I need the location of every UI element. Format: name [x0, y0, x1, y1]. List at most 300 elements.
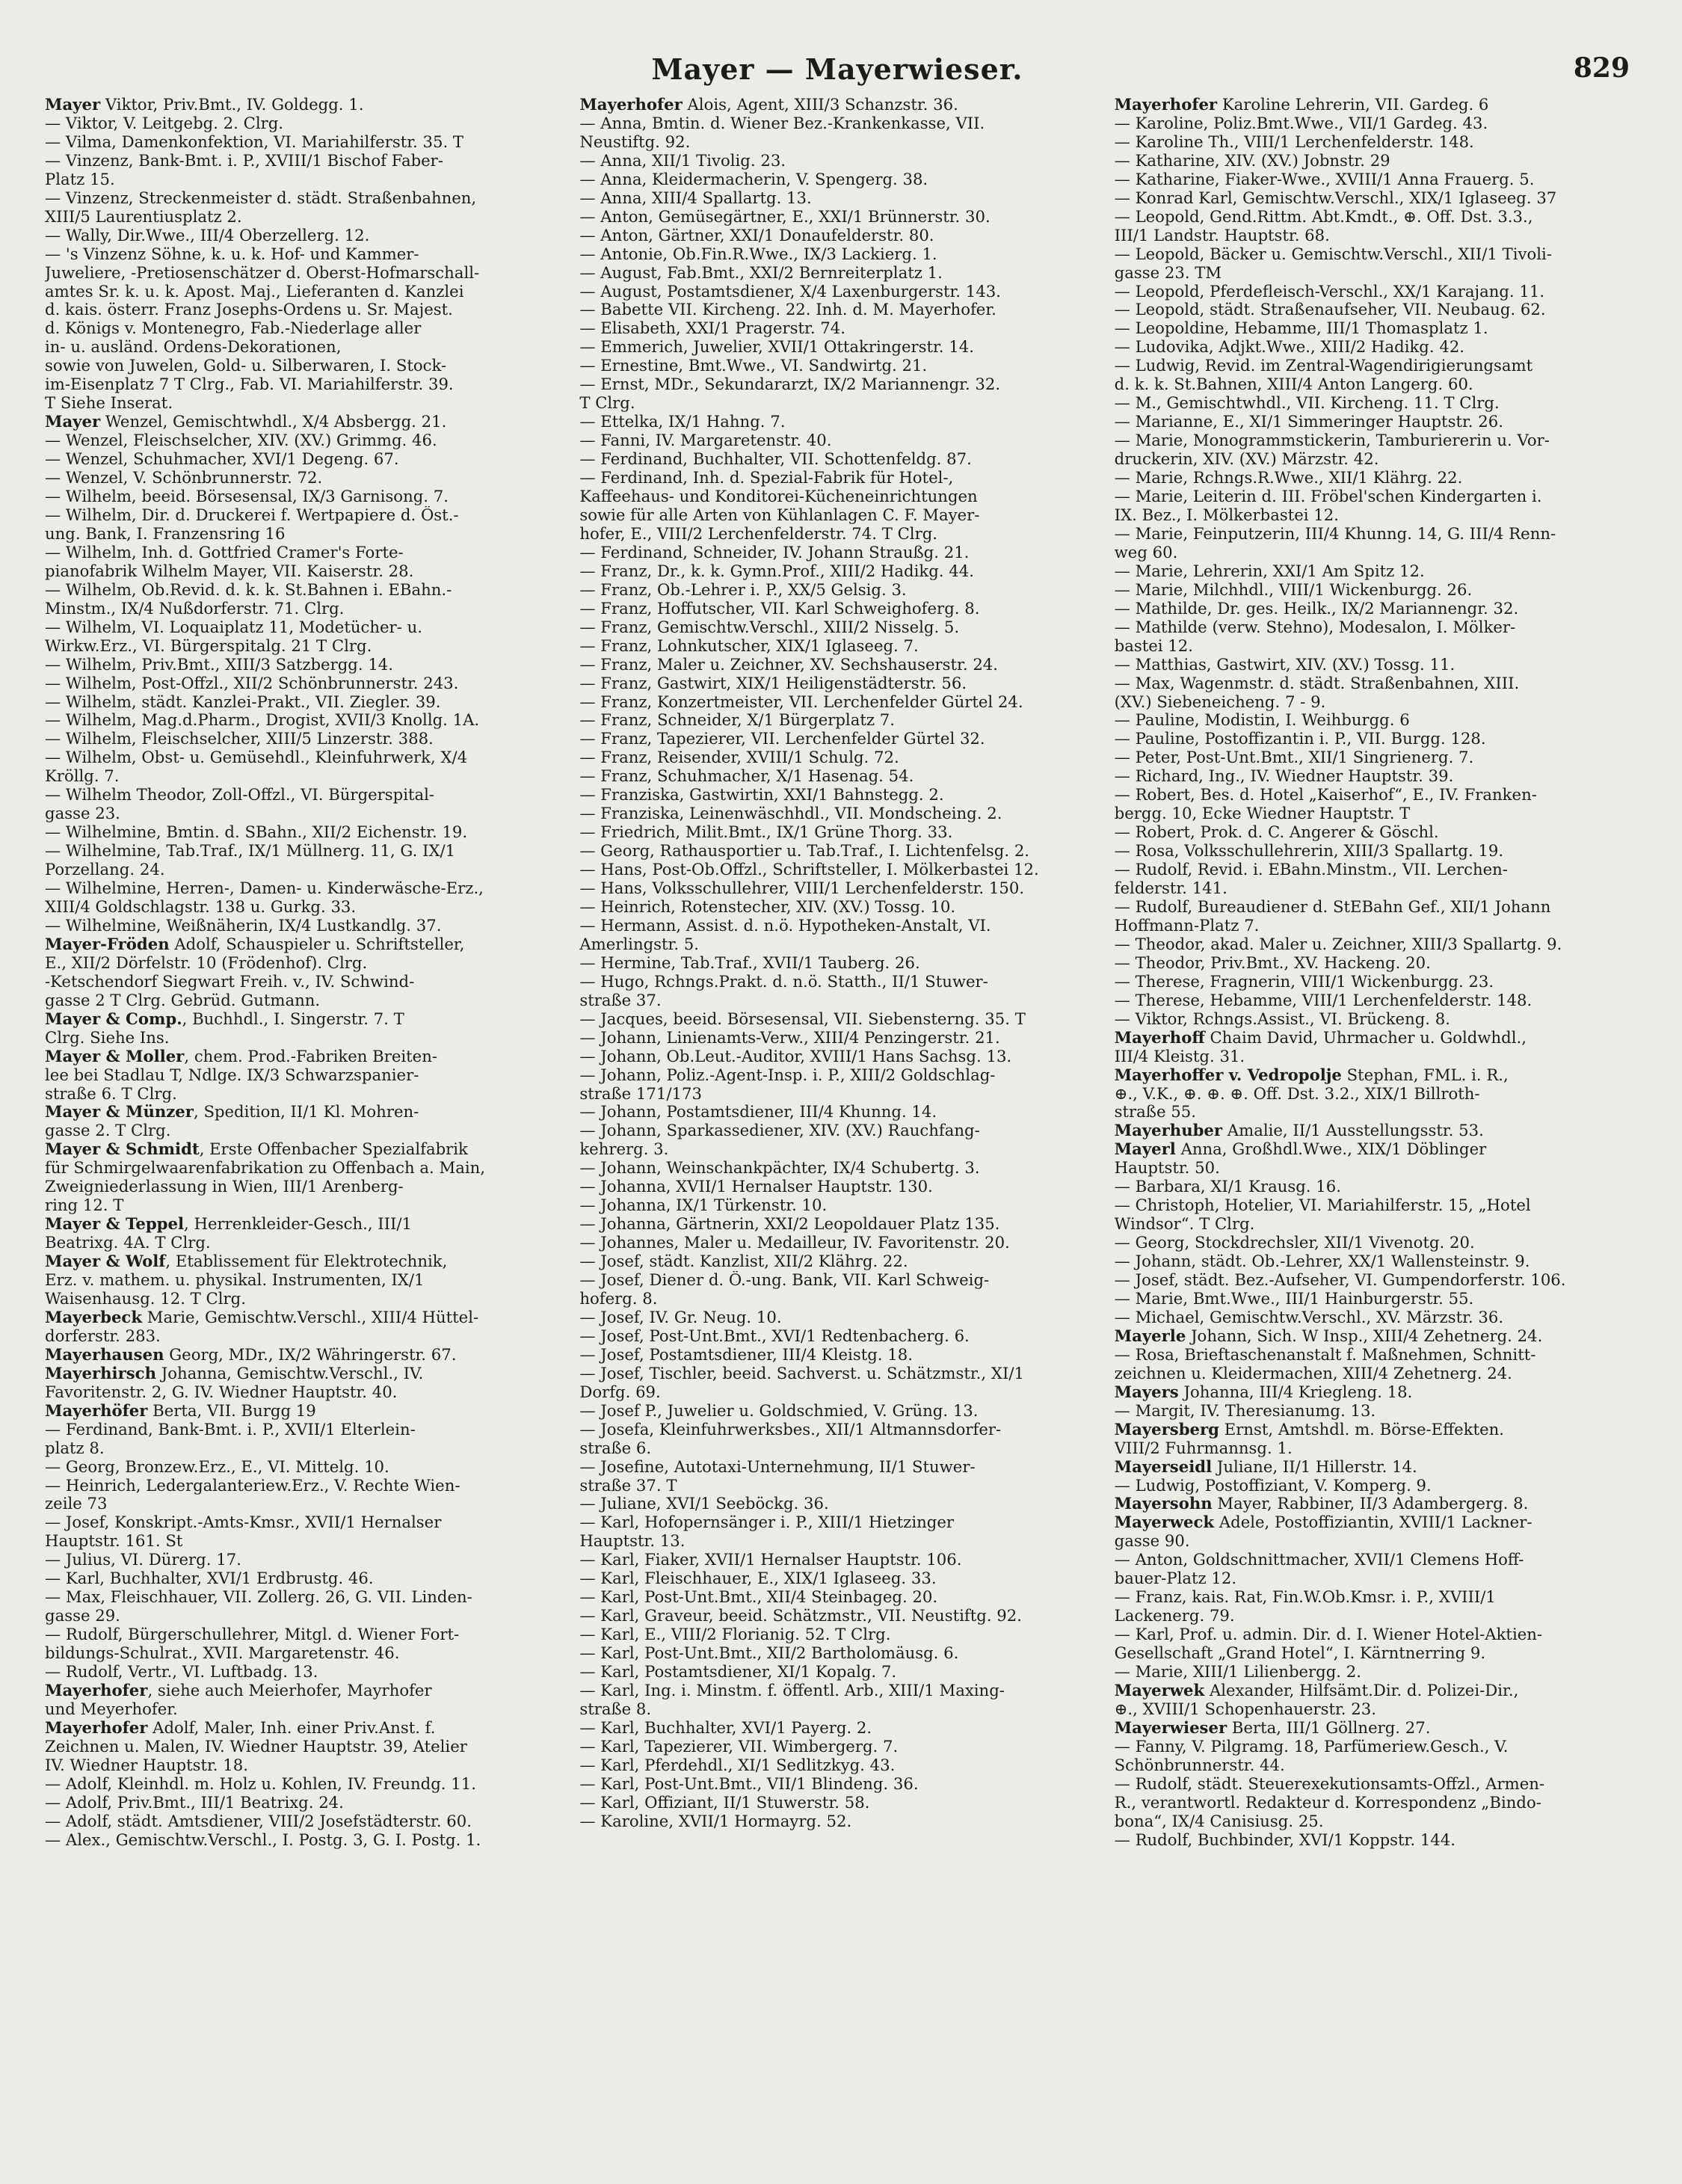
directory-entry: [579, 711, 1094, 730]
directory-entry: [45, 1532, 560, 1551]
entry-text: — Ernst, MDr., Sekundararzt, IX/2 Mariannengr. 32.: [579, 375, 1001, 394]
entry-text: — Wenzel, V. Schönbrunnerstr. 72.: [45, 469, 323, 487]
entry-text: in- u. ausländ. Ordens-Dekorationen,: [45, 338, 342, 357]
entry-text: — Elisabeth, XXI/1 Pragerstr. 74.: [579, 319, 845, 338]
entry-surname: Mayerhofer: [579, 96, 683, 114]
entry-text: — Franziska, Gastwirtin, XXI/1 Bahnstegg. 2.: [579, 786, 944, 805]
directory-entry: [1115, 1794, 1630, 1812]
directory-entry: [579, 637, 1094, 656]
directory-entry: [1115, 581, 1630, 600]
directory-entry: [1115, 898, 1630, 917]
entry-text: — Max, Fleischhauer, VII. Zollerg. 26, G. VII. Linden-: [45, 1588, 472, 1607]
entry-text: Erz. v. mathem. u. physikal. Instrumenten, IX/1: [45, 1271, 425, 1290]
entry-text: — Jacques, beeid. Börsesensal, VII. Siebensterng. 35. T: [579, 1009, 1026, 1028]
directory-entry: [1115, 1308, 1630, 1327]
entry-text: — Rudolf, Revid. i. EBahn.Minstm., VII. Lerchen-: [1114, 861, 1508, 879]
directory-entry: [45, 1346, 560, 1365]
directory-entry: [45, 525, 560, 544]
directory-entry: [1115, 1122, 1630, 1140]
directory-entry: [579, 1215, 1094, 1234]
entry-surname: Mayer & Wolf: [45, 1252, 166, 1271]
directory-entry: [1115, 245, 1630, 264]
directory-entry: [579, 693, 1094, 712]
entry-text: — Hermine, Tab.Traf., XVII/1 Tauberg. 26.: [579, 953, 920, 972]
entry-text: gasse 23. TM: [1114, 263, 1222, 282]
entry-text: Beatrixg. 4A. T Clrg.: [45, 1234, 211, 1252]
directory-entry: [579, 1271, 1094, 1290]
directory-entry: [1115, 152, 1630, 170]
entry-text: — Johanna, XVII/1 Hernalser Hauptstr. 130.: [579, 1178, 933, 1196]
entry-text: — Johann, städt. Ob.-Lehrer, XX/1 Wallensteinstr. 9.: [1114, 1252, 1530, 1271]
directory-entry: [1115, 1365, 1630, 1383]
directory-entry: [579, 1159, 1094, 1178]
directory-entry: [45, 637, 560, 656]
entry-text: Hauptstr. 50.: [1114, 1159, 1220, 1178]
entry-text: hoferg. 8.: [579, 1290, 658, 1308]
directory-entry: [45, 338, 560, 357]
directory-entry: [45, 394, 560, 413]
entry-text: — Max, Wagenmstr. d. städt. Straßenbahnen, XIII.: [1114, 674, 1520, 692]
entry-text: — Adolf, Kleinhdl. m. Holz u. Kohlen, IV. Freundg. 11.: [45, 1774, 476, 1793]
entry-text: — Franz, kais. Rat, Fin.W.Ob.Kmsr. i. P., XVIII/1: [1114, 1588, 1496, 1607]
directory-entry: [45, 1402, 560, 1421]
entry-surname: Mayersberg: [1114, 1420, 1219, 1439]
entry-text: — Babette VII. Kircheng. 22. Inh. d. M. Mayerhofer.: [579, 301, 996, 319]
entry-text: R., verantwortl. Redakteur d. Korrespondenz „Bindo-: [1114, 1793, 1541, 1812]
directory-entry: [579, 1327, 1094, 1346]
directory-entry: [45, 189, 560, 208]
directory-entry: [1115, 1569, 1630, 1588]
directory-entry: [579, 1234, 1094, 1252]
entry-text: — Franz, Schneider, X/1 Bürgerplatz 7.: [579, 711, 895, 730]
entry-surname: Mayerhofer: [45, 1682, 148, 1700]
directory-entry: [45, 431, 560, 450]
entry-text: Gesellschaft „Grand Hotel“, I. Kärntnerring 9.: [1114, 1644, 1486, 1663]
directory-entry: [45, 450, 560, 469]
directory-entry: [1115, 114, 1630, 133]
directory-entry: [1115, 1458, 1630, 1477]
entry-text: — Wilhelm, Dir. d. Druckerei f. Wertpapiere d. Öst.-: [45, 505, 459, 524]
entry-text: Viktor, Priv.Bmt., IV. Goldegg. 1.: [100, 96, 364, 114]
directory-entry: [1115, 1477, 1630, 1495]
directory-entry: [45, 991, 560, 1010]
directory-entry: [579, 1477, 1094, 1495]
entry-text: — Wilhelmine, Tab.Traf., IX/1 Müllnerg. 11, G. IX/1: [45, 842, 456, 861]
directory-entry: [1115, 1719, 1630, 1738]
directory-entry: [45, 1085, 560, 1104]
directory-entry: [579, 1663, 1094, 1682]
entry-text: — Karoline, XVII/1 Hormayrg. 52.: [579, 1812, 852, 1830]
entry-text: — Josef, Konskript.-Amts-Kmsr., XVII/1 Hernalser: [45, 1513, 442, 1532]
directory-entry: [45, 917, 560, 935]
directory-entry: [45, 1644, 560, 1663]
entry-text: amtes Sr. k. u. k. Apost. Maj., Lieferanten d. Kanzlei: [45, 282, 464, 301]
entry-text: — Fanny, V. Pilgramg. 18, Parfümeriew.Gesch., V.: [1114, 1737, 1509, 1756]
columns-container: [45, 96, 1630, 2154]
entry-text: — Adolf, Priv.Bmt., III/1 Beatrixg. 24.: [45, 1793, 344, 1812]
entry-text: — Ferdinand, Schneider, IV. Johann Straußg. 21.: [579, 543, 970, 562]
directory-entry: [1115, 1140, 1630, 1159]
directory-entry: [45, 861, 560, 879]
entry-text: III/4 Kleistg. 31.: [1114, 1047, 1245, 1065]
directory-entry: [1115, 600, 1630, 618]
entry-text: — Franz, Maler u. Zeichner, XV. Sechshauserstr. 24.: [579, 655, 999, 674]
entry-text: — Josef, Post-Unt.Bmt., XVI/1 Redtenbacherg. 6.: [579, 1326, 970, 1345]
directory-entry: [1115, 506, 1630, 525]
directory-entry: [1115, 1103, 1630, 1122]
directory-entry: [45, 656, 560, 674]
entry-text: — Josef, städt. Kanzlist, XII/2 Klährg. 22.: [579, 1252, 908, 1271]
column-3: [1115, 96, 1630, 2154]
entry-text: Johann, Sich. W Insp., XIII/4 Zehetnerg. 24.: [1186, 1326, 1543, 1345]
entry-text: — Marie, Bmt.Wwe., III/1 Hainburgerstr. 55.: [1114, 1290, 1474, 1308]
entry-text: Juweliere, -Pretiosenschätzer d. Oberst-Hofmarschall-: [45, 263, 480, 282]
directory-entry: [579, 245, 1094, 264]
directory-entry: [579, 96, 1094, 114]
entry-text: III/1 Landstr. Hauptstr. 68.: [1114, 226, 1330, 244]
directory-entry: [579, 674, 1094, 693]
directory-entry: [45, 245, 560, 264]
directory-entry: [1115, 450, 1630, 469]
entry-text: Juliane, II/1 Hillerstr. 14.: [1212, 1457, 1417, 1476]
directory-entry: [45, 1551, 560, 1569]
directory-entry: [1115, 1010, 1630, 1029]
directory-entry: [45, 114, 560, 133]
directory-entry: [579, 935, 1094, 954]
directory-entry: [45, 152, 560, 170]
directory-entry: [1115, 283, 1630, 301]
directory-entry: [579, 1196, 1094, 1215]
directory-entry: [579, 1439, 1094, 1458]
entry-text: dorferstr. 283.: [45, 1326, 161, 1345]
directory-entry: [579, 1308, 1094, 1327]
entry-surname: Mayerwieser: [1114, 1718, 1227, 1737]
directory-entry: [579, 1607, 1094, 1625]
directory-entry: [579, 805, 1094, 823]
entry-text: — Rosa, Brieftaschenanstalt f. Maßnehmen, Schnitt-: [1114, 1345, 1536, 1364]
entry-text: — Leopold, städt. Straßenaufseher, VII. Neubaug. 62.: [1114, 301, 1546, 319]
directory-entry: [45, 748, 560, 767]
entry-text: — Anton, Gärtner, XXI/1 Donaufelderstr. 80.: [579, 226, 934, 244]
entry-text: — Wilhelm, Mag.d.Pharm., Drogist, XVII/3 Knollg. 1A.: [45, 711, 480, 730]
directory-entry: [579, 879, 1094, 898]
directory-entry: [579, 1719, 1094, 1738]
entry-text: — Marie, Milchhdl., VIII/1 Wickenburgg. 26.: [1114, 580, 1473, 599]
entry-text: — Barbara, XI/1 Krausg. 16.: [1114, 1178, 1341, 1196]
entry-text: — Karl, Buchhalter, XVI/1 Erdbrustg. 46.: [45, 1569, 374, 1588]
entry-text: Clrg. Siehe Ins.: [45, 1028, 170, 1047]
directory-entry: [579, 1495, 1094, 1513]
entry-surname: Mayerl: [1114, 1140, 1176, 1159]
entry-text: — Karl, Postamtsdiener, XI/1 Kopalg. 7.: [579, 1663, 897, 1682]
entry-text: — M., Gemischtwhdl., VII. Kircheng. 11. T Clrg.: [1114, 394, 1500, 413]
entry-text: — Wilhelm, Fleischselcher, XIII/5 Linzerstr. 388.: [45, 730, 434, 748]
directory-entry: [1115, 1234, 1630, 1252]
entry-text: — Johann, Sparkassediener, XIV. (XV.) Rauchfang-: [579, 1122, 980, 1140]
directory-entry: [1115, 1551, 1630, 1569]
directory-entry: [1115, 1439, 1630, 1458]
entry-text: , Buchhdl., I. Singerstr. 7. T: [182, 1009, 404, 1028]
directory-entry: [45, 1271, 560, 1290]
entry-text: straße 6. T Clrg.: [45, 1084, 177, 1103]
directory-entry: [45, 1178, 560, 1196]
entry-text: Amerlingstr. 5.: [579, 935, 700, 953]
entry-text: — Johann, Ob.Leut.-Auditor, XVIII/1 Hans Sachsg. 13.: [579, 1047, 1012, 1065]
entry-text: XIII/5 Laurentiusplatz 2.: [45, 207, 242, 226]
entry-text: VIII/2 Fuhrmannsg. 1.: [1114, 1439, 1293, 1457]
directory-entry: [1115, 544, 1630, 562]
entry-text: straße 6.: [579, 1439, 652, 1457]
entry-text: — Johann, Linienamts-Verw., XIII/4 Penzingerstr. 21.: [579, 1028, 1000, 1047]
entry-text: Wirkw.Erz., VI. Bürgerspitalg. 21 T Clrg.: [45, 636, 372, 655]
directory-entry: [45, 1682, 560, 1700]
directory-entry: [1115, 935, 1630, 954]
directory-entry: [579, 1085, 1094, 1104]
entry-text: Porzellang. 24.: [45, 861, 165, 879]
entry-text: — Wilhelm, Ob.Revid. d. k. k. St.Bahnen i. EBahn.-: [45, 580, 452, 599]
directory-entry: [579, 1066, 1094, 1085]
entry-text: — Robert, Bes. d. Hotel „Kaiserhof“, E., IV. Franken-: [1114, 786, 1537, 805]
entry-text: — Wally, Dir.Wwe., III/4 Oberzellerg. 12.: [45, 226, 370, 244]
entry-text: — Karoline, Poliz.Bmt.Wwe., VII/1 Gardeg. 43.: [1114, 114, 1488, 132]
entry-text: — Margit, IV. Theresianumg. 13.: [1114, 1401, 1376, 1420]
entry-text: — Wilhelm, beeid. Börsesensal, IX/3 Garnisong. 7.: [45, 487, 449, 506]
entry-text: — Johannes, Maler u. Medailleur, IV. Favoritenstr. 20.: [579, 1234, 1010, 1252]
entry-text: Hoffmann-Platz 7.: [1114, 916, 1260, 935]
directory-entry: [579, 133, 1094, 152]
directory-entry: [45, 1140, 560, 1159]
directory-entry: [579, 1402, 1094, 1421]
entry-text: Johanna, Gemischtw.Verschl., IV.: [156, 1364, 424, 1382]
directory-entry: [45, 1252, 560, 1271]
entry-text: — Josefa, Kleinfuhrwerksbes., XII/1 Altmannsdorfer-: [579, 1420, 1002, 1439]
entry-text: — Marie, Feinputzerin, III/4 Khunng. 14, G. III/4 Renn-: [1114, 524, 1556, 543]
directory-entry: [579, 487, 1094, 506]
entry-text: — Adolf, städt. Amtsdiener, VIII/2 Josefstädterstr. 60.: [45, 1812, 472, 1830]
entry-surname: Mayer: [45, 413, 101, 431]
directory-entry: [1115, 1812, 1630, 1831]
entry-text: — Karl, E., VIII/2 Florianig. 52. T Clrg.: [579, 1625, 891, 1644]
entry-text: straße 37. T: [579, 1476, 677, 1495]
directory-entry: [45, 674, 560, 693]
entry-text: ⊕., XVIII/1 Schopenhauerstr. 23.: [1114, 1699, 1376, 1718]
entry-text: — Josef, Diener d. Ö.-ung. Bank, VII. Karl Schweig-: [579, 1271, 990, 1290]
entry-text: Minstm., IX/4 Nußdorferstr. 71. Clrg.: [45, 599, 345, 618]
entry-text: — Heinrich, Ledergalanteriew.Erz., V. Rechte Wien-: [45, 1476, 460, 1495]
entry-text: Kaffeehaus- und Konditorei-Kücheneinrichtungen: [579, 487, 978, 506]
directory-entry: [1115, 1625, 1630, 1644]
directory-entry: [45, 954, 560, 973]
directory-entry: [45, 227, 560, 245]
directory-entry: [579, 767, 1094, 786]
entry-text: Adolf, Schauspieler u. Schriftsteller,: [169, 935, 465, 953]
directory-entry: [1115, 954, 1630, 973]
entry-text: — Hans, Post-Ob.Offzl., Schriftsteller, I. Mölkerbastei 12.: [579, 861, 1039, 879]
directory-entry: [1115, 637, 1630, 656]
directory-entry: [45, 1048, 560, 1066]
directory-entry: [1115, 711, 1630, 730]
entry-text: Karoline Lehrerin, VII. Gardeg. 6: [1217, 96, 1489, 114]
directory-entry: [1115, 487, 1630, 506]
entry-text: — Marie, Leiterin d. III. Fröbel'schen Kindergarten i.: [1114, 487, 1542, 506]
entry-text: — Anna, XIII/4 Spallartg. 13.: [579, 188, 812, 207]
directory-entry: [579, 1513, 1094, 1532]
entry-text: Favoritenstr. 2, G. IV. Wiedner Hauptstr. 40.: [45, 1382, 398, 1401]
directory-entry: [1115, 693, 1630, 712]
directory-entry: [45, 1010, 560, 1029]
directory-entry: [45, 1812, 560, 1831]
entry-text: Dorfg. 69.: [579, 1382, 661, 1401]
entry-text: Lackenerg. 79.: [1114, 1607, 1235, 1625]
directory-entry: [579, 1569, 1094, 1588]
directory-entry: [45, 1365, 560, 1383]
entry-text: straße 171/173: [579, 1084, 702, 1103]
entry-surname: Mayerweck: [1114, 1513, 1215, 1532]
entry-text: — Josef, städt. Bez.-Aufseher, VI. Gumpendorferstr. 106.: [1114, 1271, 1566, 1290]
entry-text: , Herrenkleider-Gesch., III/1: [184, 1215, 413, 1234]
entry-text: — Anna, Bmtin. d. Wiener Bez.-Krankenkasse, VII.: [579, 114, 985, 132]
directory-entry: [579, 525, 1094, 544]
entry-text: Kröllg. 7.: [45, 767, 120, 786]
directory-entry: [45, 1738, 560, 1756]
entry-text: kehrerg. 3.: [579, 1140, 669, 1159]
directory-entry: [579, 1140, 1094, 1159]
entry-text: — Pauline, Modistin, I. Weihburgg. 6: [1114, 711, 1410, 730]
entry-text: IV. Wiedner Hauptstr. 18.: [45, 1756, 248, 1774]
entry-text: — Hermann, Assist. d. n.ö. Hypotheken-Anstalt, VI.: [579, 916, 991, 935]
entry-text: — Georg, Stockdrechsler, XII/1 Vivenotg. 20.: [1114, 1234, 1475, 1252]
directory-entry: [45, 1700, 560, 1719]
directory-entry: [45, 935, 560, 954]
entry-text: Chaim David, Uhrmacher u. Goldwhdl.,: [1204, 1028, 1527, 1047]
directory-entry: [579, 413, 1094, 431]
entry-text: — Marie, Rchngs.R.Wwe., XII/1 Klährg. 22.: [1114, 469, 1463, 487]
entry-surname: Mayerhoff: [1114, 1028, 1205, 1047]
directory-entry: [1115, 1085, 1630, 1104]
entry-text: — Rudolf, Bürgerschullehrer, Mitgl. d. Wiener Fort-: [45, 1625, 460, 1644]
directory-entry: [1115, 1421, 1630, 1439]
entry-text: — Karl, Buchhalter, XVI/1 Payerg. 2.: [579, 1718, 872, 1737]
directory-entry: [1115, 375, 1630, 394]
entry-text: zeichnen u. Kleidermachen, XIII/4 Zehetnerg. 24.: [1114, 1364, 1512, 1382]
entry-text: — Franz, Schuhmacher, X/1 Hasenag. 54.: [579, 767, 914, 786]
entry-text: — Karoline Th., VIII/1 Lerchenfelderstr. 148.: [1114, 132, 1474, 151]
directory-entry: [45, 1290, 560, 1308]
entry-text: — Wilhelmine, Herren-, Damen- u. Kinderwäsche-Erz.,: [45, 879, 484, 898]
directory-entry: [45, 283, 560, 301]
directory-entry: [45, 1756, 560, 1775]
directory-entry: [579, 544, 1094, 562]
entry-text: — Wenzel, Schuhmacher, XVI/1 Degeng. 67.: [45, 450, 399, 469]
entry-text: — Leopold, Pferdefleisch-Verschl., XX/1 Karajang. 11.: [1114, 282, 1545, 301]
entry-text: — Franz, Lohnkutscher, XIX/1 Iglaseeg. 7.: [579, 636, 919, 655]
directory-entry: [579, 954, 1094, 973]
entry-text: — Franz, Gemischtw.Verschl., XIII/2 Nisselg. 5.: [579, 618, 960, 636]
entry-text: Johanna, III/4 Kriegleng. 18.: [1178, 1382, 1413, 1401]
entry-text: — Karl, Prof. u. admin. Dir. d. I. Wiener Hotel-Aktien-: [1114, 1625, 1543, 1644]
entry-text: — Franz, Tapezierer, VII. Lerchenfelder Gürtel 32.: [579, 730, 985, 748]
directory-entry: [579, 152, 1094, 170]
entry-text: Windsor“. T Clrg.: [1114, 1215, 1255, 1234]
directory-entry: [1115, 1588, 1630, 1607]
entry-text: lee bei Stadlau T, Ndlge. IX/3 Schwarzspanier-: [45, 1065, 419, 1084]
directory-entry: [1115, 1756, 1630, 1775]
directory-entry: [579, 898, 1094, 917]
directory-entry: [579, 1682, 1094, 1700]
entry-text: — Georg, Rathausportier u. Tab.Traf., I. Lichtenfelsg. 2.: [579, 842, 1030, 861]
directory-entry: [45, 1439, 560, 1458]
directory-entry: [45, 1196, 560, 1215]
directory-entry: [579, 823, 1094, 842]
entry-text: — Mathilde, Dr. ges. Heilk., IX/2 Mariannengr. 32.: [1114, 599, 1519, 618]
directory-entry: [579, 618, 1094, 637]
directory-entry: [579, 208, 1094, 227]
directory-entry: [1115, 656, 1630, 674]
directory-entry: [45, 357, 560, 375]
entry-text: — Karl, Tapezierer, VII. Wimbergerg. 7.: [579, 1737, 899, 1756]
directory-entry: [45, 1607, 560, 1625]
entry-text: — Franziska, Leinenwäschhdl., VII. Mondscheing. 2.: [579, 805, 1002, 823]
entry-text: — Rudolf, Vertr., VI. Luftbadg. 13.: [45, 1663, 318, 1682]
entry-text: — Ferdinand, Inh. d. Spezial-Fabrik für Hotel-,: [579, 469, 954, 487]
directory-entry: [579, 1252, 1094, 1271]
directory-entry: [579, 1625, 1094, 1644]
entry-surname: Mayer & Schmidt: [45, 1140, 200, 1159]
directory-entry: [1115, 469, 1630, 487]
directory-entry: [1115, 1271, 1630, 1290]
directory-entry: [579, 227, 1094, 245]
directory-entry: [579, 450, 1094, 469]
entry-text: Alexander, Hilfsämt.Dir. d. Polizei-Dir.,: [1204, 1682, 1519, 1700]
directory-entry: [1115, 1402, 1630, 1421]
directory-entry: [1115, 431, 1630, 450]
directory-entry: [45, 805, 560, 823]
entry-text: Waisenhausg. 12. T Clrg.: [45, 1290, 246, 1308]
directory-entry: [579, 1794, 1094, 1812]
entry-text: Stephan, FML. i. R.,: [1341, 1065, 1509, 1084]
entry-text: bergg. 10, Ecke Wiedner Hauptstr. T: [1114, 805, 1411, 823]
directory-entry: [45, 1159, 560, 1178]
directory-entry: [45, 879, 560, 898]
directory-entry: [1115, 786, 1630, 805]
entry-text: Neustiftg. 92.: [579, 132, 691, 151]
entry-text: — Franz, Dr., k. k. Gymn.Prof., XIII/2 Hadikg. 44.: [579, 562, 974, 580]
directory-entry: [579, 991, 1094, 1010]
entry-text: — Friedrich, Milit.Bmt., IX/1 Grüne Thorg. 33.: [579, 823, 953, 842]
directory-entry: [579, 431, 1094, 450]
directory-entry: [579, 469, 1094, 487]
directory-entry: [45, 1513, 560, 1532]
entry-text: gasse 2 T Clrg. Gebrüd. Gutmann.: [45, 991, 321, 1009]
directory-entry: [579, 1048, 1094, 1066]
entry-text: Platz 15.: [45, 170, 115, 188]
entry-surname: Mayerhausen: [45, 1345, 164, 1364]
directory-entry: [579, 394, 1094, 413]
entry-text: — August, Fab.Bmt., XXI/2 Bernreiterplatz 1.: [579, 263, 943, 282]
entry-text: bildungs-Schulrat., XVII. Margaretenstr. 46.: [45, 1644, 400, 1663]
entry-text: — Johanna, IX/1 Türkenstr. 10.: [579, 1196, 828, 1215]
entry-text: — Emmerich, Juwelier, XVII/1 Ottakringerstr. 14.: [579, 338, 974, 357]
entry-text: — Therese, Hebamme, VIII/1 Lerchenfelderstr. 148.: [1114, 991, 1532, 1009]
entry-text: Berta, VII. Burgg 19: [147, 1401, 316, 1420]
entry-text: — Marie, XIII/1 Lilienbergg. 2.: [1114, 1663, 1361, 1682]
directory-entry: [45, 264, 560, 283]
page-title: Mayer — Mayerwieser.: [651, 52, 1023, 86]
directory-entry: [1115, 338, 1630, 357]
entry-text: — Wilhelm, Priv.Bmt., XIII/3 Satzbergg. 14.: [45, 655, 394, 674]
entry-text: — Christoph, Hotelier, VI. Mariahilferstr. 15, „Hotel: [1114, 1196, 1531, 1215]
entry-text: und Meyerhofer.: [45, 1699, 178, 1718]
